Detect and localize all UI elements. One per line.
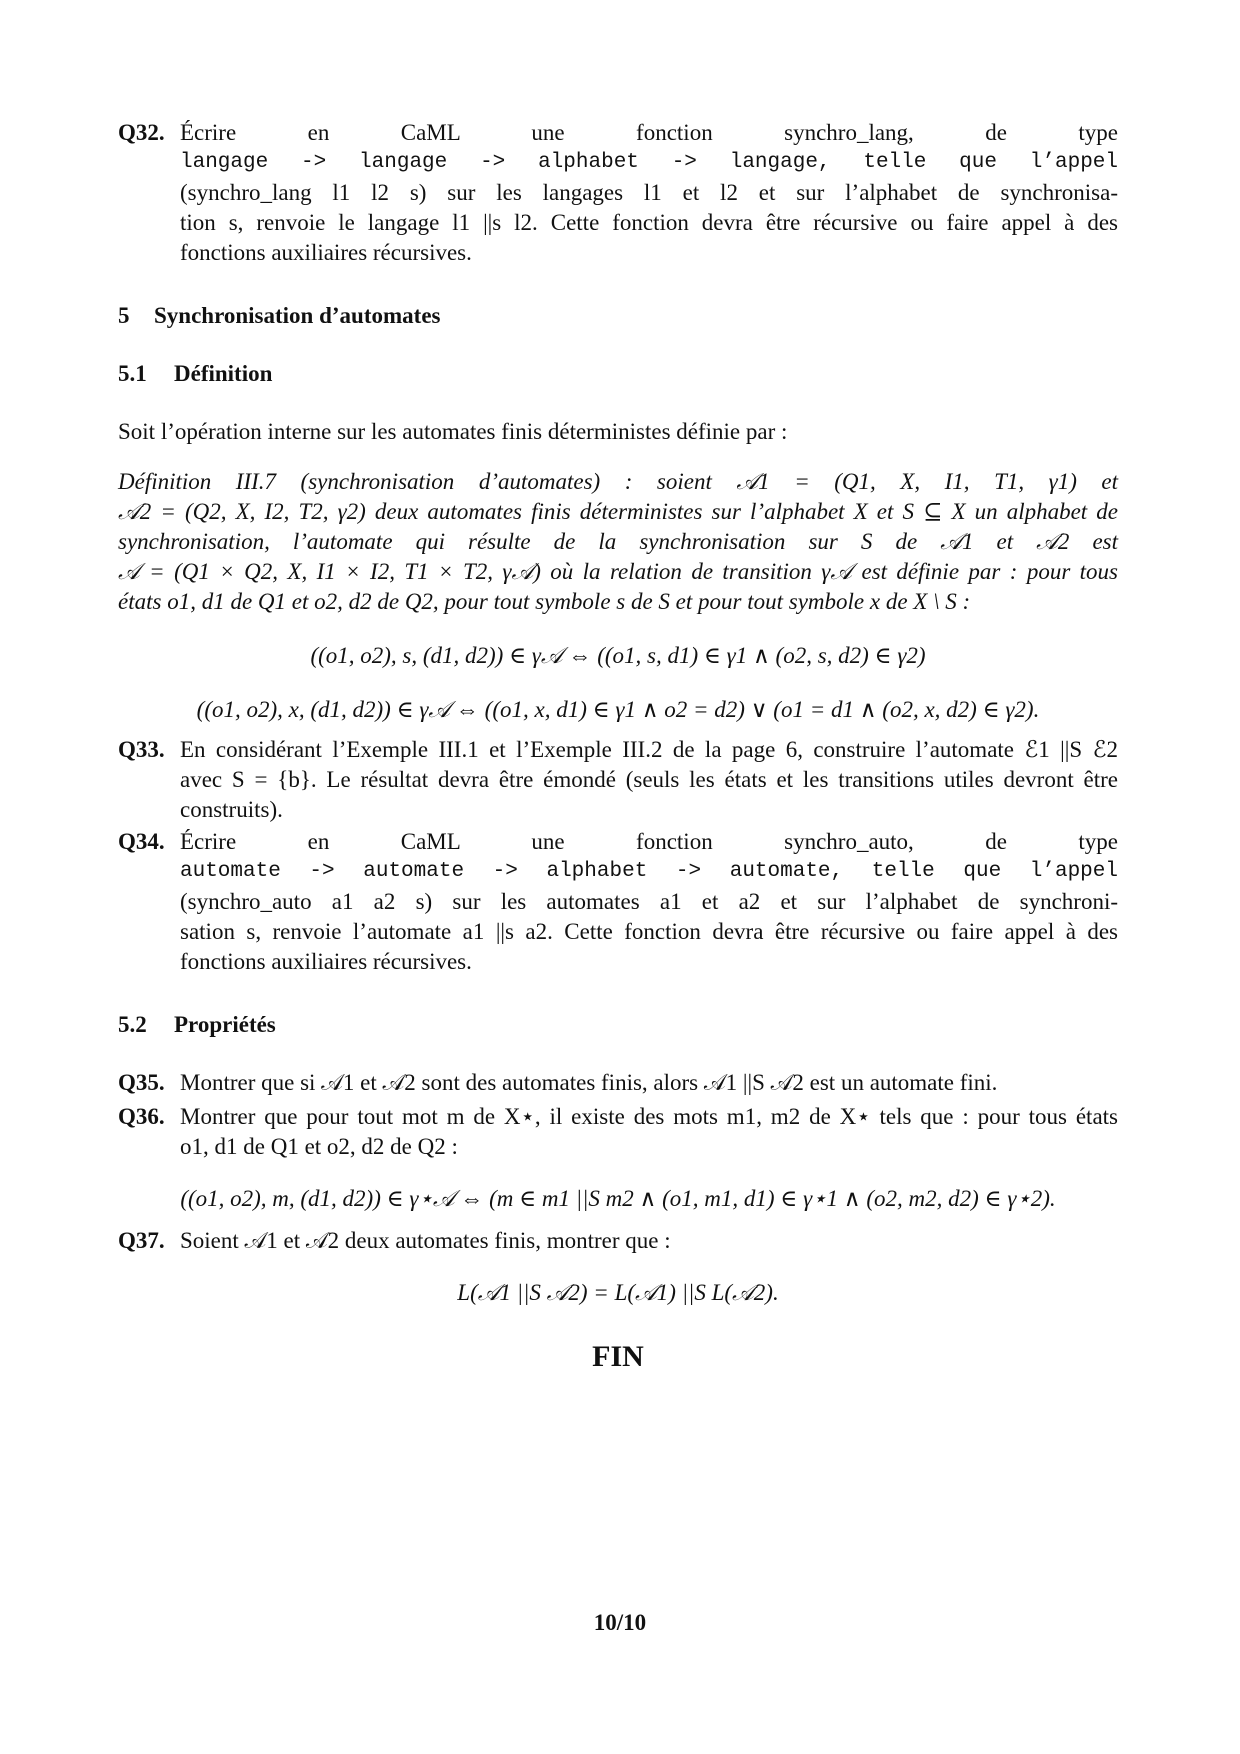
section-title: Synchronisation d’automates bbox=[154, 303, 441, 328]
section-number: 5.2 bbox=[118, 1012, 147, 1037]
q34-line-2: automate -> automate -> alphabet -> automate, telle que l’appel bbox=[180, 860, 1118, 883]
question-q36 bbox=[118, 1102, 1118, 1162]
q32-line-3: (synchro_lang l1 l2 s) sur les langages l1 et l2 et sur l’alphabet de synchronisa- bbox=[180, 180, 1118, 205]
q32-line-4: tion s, renvoie le langage l1 ||s l2. Cette fonction devra être récursive ou faire appel à des bbox=[180, 210, 1118, 235]
definition-line-2: 𝒜2 = (Q2, X, I2, T2, γ2) deux automates finis déterministes sur l’alphabet X et S ⊆ X un alphabet de bbox=[118, 499, 1118, 524]
q32-line-2: langage -> langage -> alphabet -> langage, telle que l’appel bbox=[180, 151, 1118, 174]
definition-line-3: synchronisation, l’automate qui résulte de la synchronisation sur S de 𝒜1 et 𝒜2 est bbox=[118, 529, 1118, 554]
definition-line-4: 𝒜 = (Q1 × Q2, X, I1 × I2, T1 × T2, γ𝒜) où la relation de transition γ𝒜 est définie par : pour tous bbox=[118, 559, 1118, 584]
question-number: Q35. bbox=[118, 1070, 165, 1095]
question-number: Q33. bbox=[118, 737, 165, 762]
question-q34 bbox=[118, 827, 1118, 977]
equation-3: ((o1, o2), m, (d1, d2)) ∈ γ⋆𝒜 ⇔ (m ∈ m1 ||S m2 ∧ (o1, m1, d1) ∈ γ⋆1 ∧ (o2, m2, d2) ∈ γ⋆2). bbox=[180, 1186, 1056, 1211]
section-heading-5-1 bbox=[118, 359, 1118, 389]
section-title: Propriétés bbox=[174, 1012, 276, 1037]
page-number: 10/10 bbox=[593, 1610, 647, 1635]
q34-line-5: fonctions auxiliaires récursives. bbox=[180, 949, 472, 974]
equation-1: ((o1, o2), s, (d1, d2)) ∈ γ𝒜 ⇔ ((o1, s, d1) ∈ γ1 ∧ (o2, s, d2) ∈ γ2) bbox=[310, 643, 926, 668]
section-number: 5 bbox=[118, 303, 130, 328]
definition-block bbox=[118, 467, 1118, 617]
section-title: Définition bbox=[174, 361, 273, 386]
question-number: Q37. bbox=[118, 1228, 165, 1253]
q34-line-1: Écrire en CaML une fonction synchro_auto, de type bbox=[180, 829, 1118, 854]
q32-line-1: Écrire en CaML une fonction synchro_lang, de type bbox=[180, 120, 1118, 145]
q33-line-3: construits). bbox=[180, 797, 283, 822]
definition-line-5: états o1, d1 de Q1 et o2, d2 de Q2, pour tout symbole s de S et pour tout symbole x de X \ S : bbox=[118, 589, 971, 614]
equation-4: L(𝒜1 ||S 𝒜2) = L(𝒜1) ||S L(𝒜2). bbox=[457, 1280, 779, 1305]
section-number: 5.1 bbox=[118, 361, 147, 386]
q33-line-1: En considérant l’Exemple III.1 et l’Exemple III.2 de la page 6, construire l’automate ℰ1 ||S ℰ2 bbox=[180, 737, 1118, 762]
question-number: Q32. bbox=[118, 120, 165, 145]
question-number: Q36. bbox=[118, 1104, 165, 1129]
q35-line-1: Montrer que si 𝒜1 et 𝒜2 sont des automates finis, alors 𝒜1 ||S 𝒜2 est un automate fini. bbox=[180, 1070, 998, 1095]
q32-line-5: fonctions auxiliaires récursives. bbox=[180, 240, 472, 265]
q33-line-2: avec S = {b}. Le résultat devra être émondé (seuls les états et les transitions utiles devront être bbox=[180, 767, 1118, 792]
section-heading-5-2 bbox=[118, 1010, 1118, 1040]
definition-line-1: Définition III.7 (synchronisation d’automates) : soient 𝒜1 = (Q1, X, I1, T1, γ1) et bbox=[118, 469, 1118, 494]
question-number: Q34. bbox=[118, 829, 165, 854]
page-body bbox=[118, 118, 1118, 1372]
intro-paragraph: Soit l’opération interne sur les automates finis déterministes définie par : bbox=[118, 419, 788, 444]
question-q37 bbox=[118, 1226, 1118, 1256]
question-q32 bbox=[118, 118, 1118, 268]
end-marker: FIN bbox=[592, 1340, 644, 1373]
section-heading-5 bbox=[118, 301, 1118, 331]
question-q33 bbox=[118, 735, 1118, 825]
q37-line-1: Soient 𝒜1 et 𝒜2 deux automates finis, montrer que : bbox=[180, 1228, 671, 1253]
q36-line-2: o1, d1 de Q1 et o2, d2 de Q2 : bbox=[180, 1134, 458, 1159]
q36-line-1: Montrer que pour tout mot m de X⋆, il existe des mots m1, m2 de X⋆ tels que : pour tous états bbox=[180, 1104, 1118, 1129]
question-q35 bbox=[118, 1068, 1118, 1098]
q34-line-3: (synchro_auto a1 a2 s) sur les automates a1 et a2 et sur l’alphabet de synchroni- bbox=[180, 889, 1118, 914]
q34-line-4: sation s, renvoie l’automate a1 ||s a2. Cette fonction devra être récursive ou faire appel à des bbox=[180, 919, 1118, 944]
equation-2: ((o1, o2), x, (d1, d2)) ∈ γ𝒜 ⇔ ((o1, x, d1) ∈ γ1 ∧ o2 = d2) ∨ (o1 = d1 ∧ (o2, x, d2) ∈ γ2). bbox=[196, 697, 1040, 722]
